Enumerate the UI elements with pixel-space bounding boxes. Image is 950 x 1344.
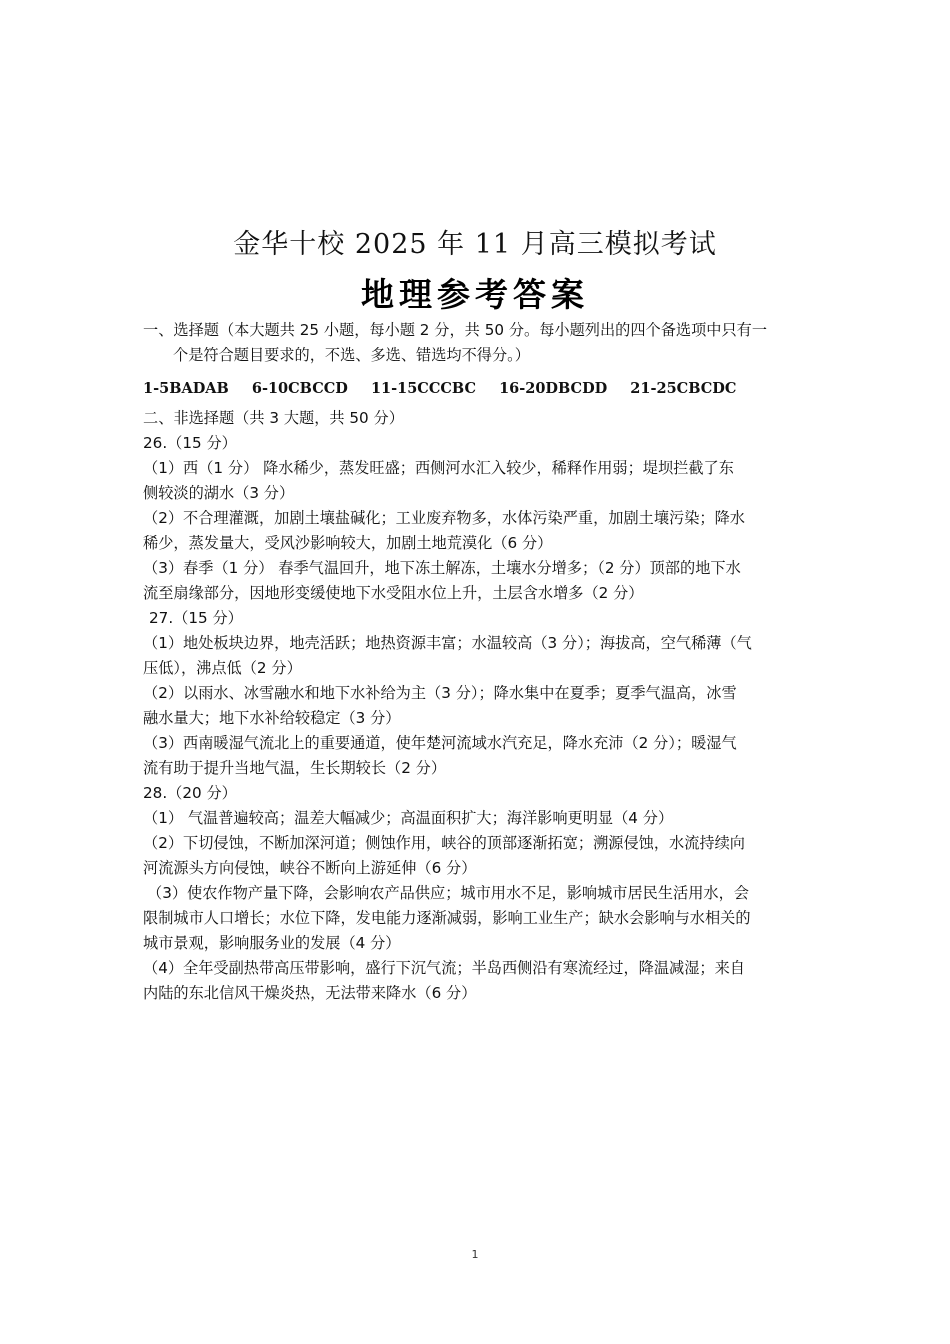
answer-group: 6-10CBCCD — [251, 380, 348, 397]
answer-line: 流至扇缘部分，因地形变缓使地下水受阻水位上升，土层含水增多（2 分） — [143, 584, 644, 602]
answer-line: （4）全年受副热带高压带影响，盛行下沉气流；半岛西侧沿有寒流经过，降温减湿；来自 — [143, 959, 745, 977]
page-number: 1 — [471, 1248, 479, 1261]
answer-group: 21-25CBCDC — [630, 380, 737, 397]
answer-line: （1）西（1 分） 降水稀少，蒸发旺盛；西侧河水汇入较少，稀释作用弱；堤坝拦截了东 — [143, 459, 734, 477]
answer-line: 融水量大；地下水补给较稳定（3 分） — [143, 709, 401, 727]
answer-line: （3）使农作物产量下降，会影响农产品供应；城市用水不足，影响城市居民生活用水，会 — [147, 884, 749, 902]
answer-line: 稀少，蒸发量大，受风沙影响较大，加剧土地荒漠化（6 分） — [143, 534, 553, 552]
answer-group: 1-5BADAB — [143, 380, 229, 397]
answer-line: （3）西南暖湿气流北上的重要通道，使年楚河流域水汽充足，降水充沛（2 分）；暖湿气 — [143, 734, 737, 752]
section1-heading: 一、选择题（本大题共 25 小题，每小题 2 分，共 50 分。每小题列出的四个备选项中只有一 — [143, 321, 768, 339]
answer-line: （2）不合理灌溉，加剧土壤盐碱化；工业废弃物多，水体污染严重，加剧土壤污染；降水 — [143, 509, 745, 527]
answer-line: 内陆的东北信风干燥炎热，无法带来降水（6 分） — [143, 984, 477, 1002]
answer-line: （2）下切侵蚀，不断加深河道；侧蚀作用，峡谷的顶部逐渐拓宽；溯源侵蚀，水流持续向 — [143, 834, 745, 852]
section1-heading-cont: 个是符合题目要求的，不选、多选、错选均不得分。） — [173, 346, 530, 364]
answer-line: （3）春季（1 分） 春季气温回升，地下冻土解冻，土壤水分增多；（2 分）顶部的地下水 — [143, 559, 741, 577]
question-26-heading: 26.（15 分） — [143, 434, 237, 452]
answer-line: 河流源头方向侵蚀，峡谷不断向上游延伸（6 分） — [143, 859, 477, 877]
answer-group: 11-15CCCBC — [370, 380, 476, 397]
question-27-heading: 27.（15 分） — [149, 609, 243, 627]
answer-key-title: 地理参考答案 — [361, 275, 589, 314]
answer-line: 压低），沸点低（2 分） — [143, 659, 302, 677]
answer-group: 16-20DBCDD — [499, 380, 608, 397]
answer-line: （1）地处板块边界，地壳活跃；地热资源丰富；水温较高（3 分）；海拔高，空气稀薄（气 — [143, 634, 752, 652]
answer-line: 限制城市人口增长；水位下降，发电能力逐渐减弱，影响工业生产；缺水会影响与水相关的 — [143, 909, 751, 927]
choice-answers — [143, 368, 811, 406]
answer-line: （2）以雨水、冰雪融水和地下水补给为主（3 分）；降水集中在夏季；夏季气温高，冰雪 — [143, 684, 737, 702]
section2-heading: 二、非选择题（共 3 大题，共 50 分） — [143, 409, 404, 427]
answer-line: 流有助于提升当地气温，生长期较长（2 分） — [143, 759, 447, 777]
document-body — [143, 318, 811, 1006]
exam-title: 金华十校 2025 年 11 月高三模拟考试 — [233, 229, 717, 260]
answer-line: （1） 气温普遍较高；温差大幅减少；高温面积扩大；海洋影响更明显（4 分） — [143, 809, 674, 827]
answer-line: 城市景观，影响服务业的发展（4 分） — [143, 934, 401, 952]
answer-line: 侧较淡的湖水（3 分） — [143, 484, 295, 502]
question-28-heading: 28.（20 分） — [143, 784, 237, 802]
